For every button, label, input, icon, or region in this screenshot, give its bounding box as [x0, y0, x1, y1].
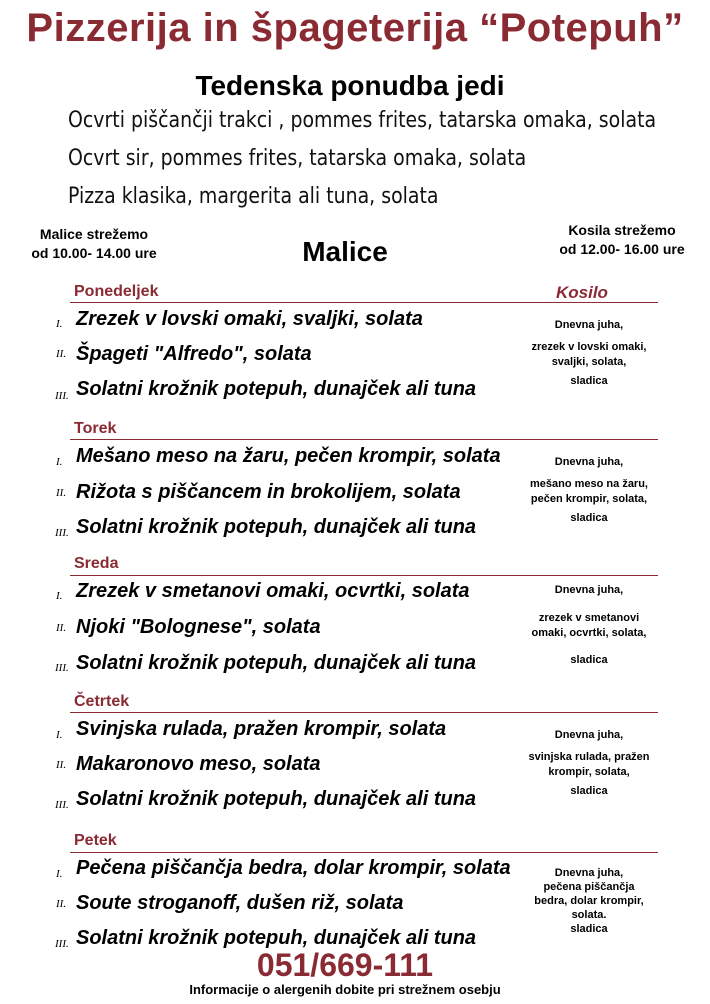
kosilo-line: Dnevna juha, [554, 456, 624, 468]
dish-number: I. [56, 590, 63, 602]
dish-item: Špageti "Alfredo", solata [76, 343, 312, 365]
dish-number: III. [55, 662, 69, 674]
dish-number: II. [56, 348, 67, 360]
dish-number: II. [56, 759, 67, 771]
malice-section-title: Malice [302, 236, 388, 267]
day-divider [70, 575, 658, 576]
dish-number: I. [56, 456, 63, 468]
dish-item: Zrezek v lovski omaki, svaljki, solata [76, 308, 423, 330]
kosilo-line: sladica [570, 654, 608, 666]
day-label-cetrtek: Četrtek [74, 693, 130, 710]
kosilo-line: zrezek v lovski omaki, [531, 341, 647, 353]
weekly-offer-item: Ocvrti piščančji trakci , pommes frites, tatarska omaka, solata [68, 108, 657, 133]
weekly-offer-title: Tedenska ponudba jedi [195, 70, 505, 101]
day-divider [70, 712, 658, 713]
dish-number: II. [56, 622, 67, 634]
malice-hours-line: Malice strežemo [39, 226, 149, 242]
dish-item: Solatni krožnik potepuh, dunajček ali tuna [76, 378, 477, 400]
kosilo-menu-ponedeljek [518, 318, 660, 389]
day-label-ponedeljek: Ponedeljek [74, 283, 159, 300]
kosilo-line: Dnevna juha, [554, 729, 624, 741]
kosilo-line: svaljki, solata, [551, 356, 627, 368]
kosilo-line: zrezek v smetanovi [538, 612, 640, 624]
dish-number: I. [56, 868, 63, 880]
dish-number: III. [55, 527, 69, 539]
kosila-hours-line: od 12.00- 16.00 ure [559, 241, 685, 257]
allergen-note: Informacije o alergenih dobite pri strežnem osebju [189, 982, 501, 997]
dish-number: I. [56, 729, 63, 741]
kosilo-label: Kosilo [556, 283, 608, 302]
kosilo-line: omaki, ocvrtki, solata, [531, 627, 647, 639]
dish-item: Solatni krožnik potepuh, dunajček ali tuna [76, 652, 477, 674]
kosilo-line: Dnevna juha, [554, 584, 624, 596]
kosilo-line: sladica [570, 375, 608, 387]
kosilo-menu-petek [518, 866, 660, 936]
dish-item: Rižota s piščancem in brokolijem, solata [76, 481, 461, 503]
kosilo-line: pečen krompir, solata, [530, 493, 648, 505]
malice-hours-line: od 10.00- 14.00 ure [31, 245, 157, 261]
kosilo-menu-torek [518, 455, 660, 526]
dish-item: Zrezek v smetanovi omaki, ocvrtki, solata [76, 580, 470, 602]
dish-item: Solatni krožnik potepuh, dunajček ali tuna [76, 927, 477, 949]
dish-number: I. [56, 318, 63, 330]
kosilo-line: sladica [570, 512, 608, 524]
dish-number: II. [56, 898, 67, 910]
dish-item: Mešano meso na žaru, pečen krompir, solata [76, 445, 501, 467]
kosilo-line: Dnevna juha, [554, 319, 624, 331]
kosila-hours-line: Kosila strežemo [568, 222, 676, 238]
kosilo-menu-sreda [518, 583, 660, 668]
dish-item: Solatni krožnik potepuh, dunajček ali tuna [76, 516, 477, 538]
day-label-torek: Torek [74, 420, 117, 437]
day-label-sreda: Sreda [74, 555, 119, 572]
dish-number: II. [56, 487, 67, 499]
kosilo-line: svinjska rulada, pražen [528, 751, 650, 763]
dish-number: III. [55, 938, 69, 950]
day-divider [70, 302, 658, 303]
weekly-offer-item: Ocvrt sir, pommes frites, tatarska omaka, solata [68, 146, 527, 171]
dish-number: III. [55, 390, 69, 402]
restaurant-title: Pizzerija in špageterija “Potepuh” [26, 6, 684, 50]
kosilo-line: sladica [570, 785, 608, 797]
kosilo-line: sladica [570, 923, 608, 935]
malice-hours [14, 225, 174, 263]
kosilo-line: Dnevna juha, [554, 867, 624, 879]
dish-item: Svinjska rulada, pražen krompir, solata [76, 718, 447, 740]
kosilo-line: krompir, solata, [548, 766, 630, 778]
dish-item: Pečena piščančja bedra, dolar krompir, solata [76, 857, 511, 879]
kosilo-line: mešano meso na žaru, [530, 478, 648, 490]
dish-item: Njoki "Bolognese", solata [76, 616, 321, 638]
kosilo-line: solata. [571, 909, 607, 921]
day-label-petek: Petek [74, 832, 117, 849]
kosilo-line: bedra, dolar krompir, [534, 895, 644, 907]
kosila-hours [540, 221, 704, 259]
dish-number: III. [55, 799, 69, 811]
dish-item: Solatni krožnik potepuh, dunajček ali tuna [76, 788, 477, 810]
day-divider [70, 439, 658, 440]
weekly-offer-item: Pizza klasika, margerita ali tuna, solata [68, 184, 439, 209]
kosilo-line: pečena piščančja [543, 881, 635, 893]
phone-number: 051/669-111 [256, 947, 434, 983]
kosilo-menu-cetrtek [518, 728, 660, 799]
day-divider [70, 852, 658, 853]
dish-item: Makaronovo meso, solata [76, 753, 321, 775]
dish-item: Soute stroganoff, dušen riž, solata [76, 892, 404, 914]
